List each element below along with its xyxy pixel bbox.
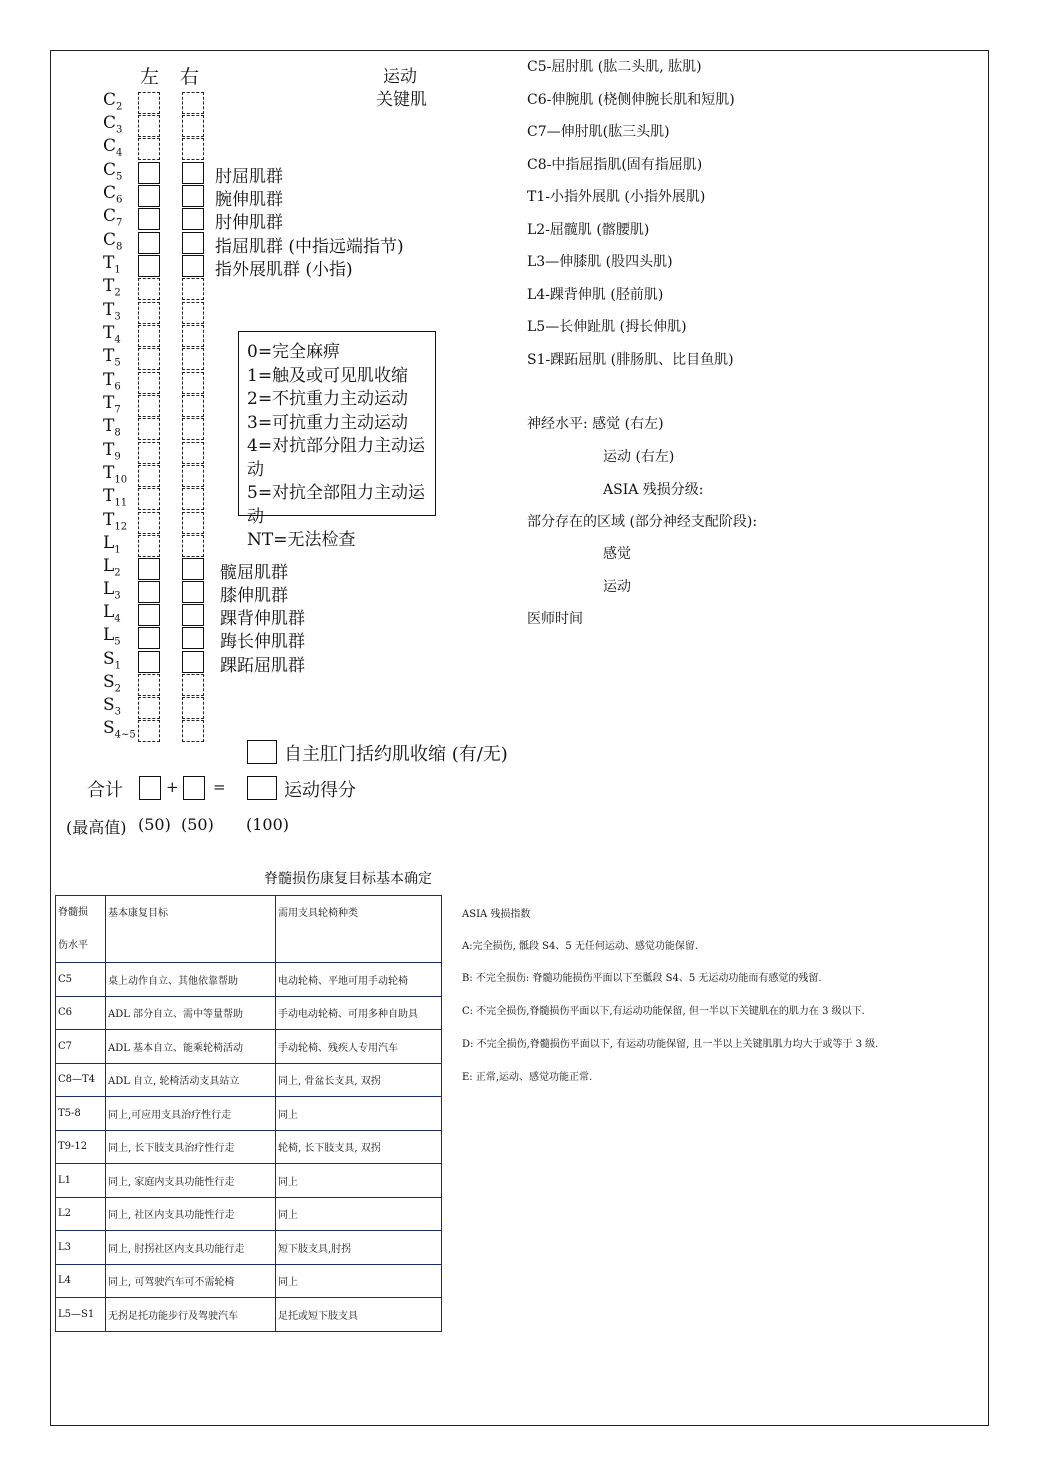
level-label: $T_5$	[103, 346, 121, 369]
left-score-box[interactable]	[138, 115, 160, 137]
partial-zone-label: 部分存在的区域 (部分神经支配阶段):	[527, 514, 758, 530]
row-equipment: 足托或短下肢支具	[276, 1298, 442, 1332]
right-score-box[interactable]	[182, 418, 204, 440]
left-score-box[interactable]	[138, 325, 160, 347]
right-column-header: 右	[180, 66, 200, 88]
header-equipment: 需用支具轮椅种类	[276, 896, 442, 963]
right-score-box[interactable]	[182, 465, 204, 487]
asia-grade-label: ASIA 残损分级:	[603, 482, 704, 498]
left-score-box[interactable]	[138, 465, 160, 487]
key-muscle-item: L5—长伸趾肌 (拇长伸肌)	[527, 319, 687, 335]
left-score-box[interactable]	[138, 674, 160, 696]
right-score-box[interactable]	[182, 185, 204, 207]
row-equipment: 短下肢支具,肘拐	[276, 1231, 442, 1265]
right-score-box[interactable]	[182, 442, 204, 464]
anal-contraction-label: 自主肛门括约肌收缩 (有/无)	[284, 744, 508, 765]
muscle-group-label: 肘屈肌群	[215, 167, 283, 187]
row-level: L3	[56, 1231, 106, 1265]
right-score-box[interactable]	[182, 278, 204, 300]
left-score-box[interactable]	[138, 697, 160, 719]
left-total-box[interactable]	[139, 776, 161, 800]
level-label: $S_1$	[103, 649, 122, 672]
right-score-box[interactable]	[182, 604, 204, 626]
key-muscle-item: L3—伸膝肌 (股四头肌)	[527, 254, 673, 270]
muscle-group-label: 踝背伸肌群	[220, 609, 305, 629]
right-score-box[interactable]	[182, 720, 204, 742]
doctor-time-label: 医师时间	[527, 611, 583, 627]
motor-score-label: 运动得分	[284, 780, 356, 801]
right-score-box[interactable]	[182, 372, 204, 394]
table-header-row	[56, 896, 442, 963]
row-equipment: 同上	[276, 1164, 442, 1198]
left-score-box[interactable]	[138, 651, 160, 673]
muscle-group-label: 髋屈肌群	[220, 563, 288, 583]
row-goal: 同上, 长下肢支具治疗性行走	[106, 1130, 276, 1164]
table-row	[56, 1164, 442, 1198]
right-score-box[interactable]	[182, 651, 204, 673]
table-row	[56, 1298, 442, 1332]
asia-item: D: 不完全损伤,脊髓损伤平面以下, 有运动功能保留, 且一半以上关键肌肌力均大于或等于 3 级.	[462, 1039, 879, 1050]
level-label: $T_1$	[103, 253, 121, 276]
right-score-box[interactable]	[182, 162, 204, 184]
left-column-header: 左	[140, 66, 160, 88]
partial-sensory: 感觉	[603, 546, 631, 562]
level-label: $L_1$	[103, 533, 121, 556]
row-equipment: 轮椅, 长下肢支具, 双拐	[276, 1130, 442, 1164]
right-score-box[interactable]	[182, 558, 204, 580]
legend-item: 4=对抗部分阻力主动运动	[247, 436, 426, 480]
legend-item: 2=不抗重力主动运动	[247, 389, 409, 409]
left-score-box[interactable]	[138, 232, 160, 254]
key-muscle-item: C7—伸肘肌(肱三头肌)	[527, 124, 670, 140]
row-level: C6	[56, 996, 106, 1030]
legend-item: 1=触及或可见肌收缩	[247, 365, 409, 386]
row-goal: 同上, 家庭内支具功能性行走	[106, 1164, 276, 1198]
header-goal: 基本康复目标	[106, 896, 276, 963]
left-score-box[interactable]	[138, 720, 160, 742]
key-muscle-item: S1-踝跖屈肌 (腓肠肌、比目鱼肌)	[527, 351, 734, 368]
key-muscle-item: C5-屈肘肌 (肱二头肌, 肱肌)	[527, 59, 702, 75]
left-score-box[interactable]	[138, 208, 160, 230]
muscle-group-label: 踝跖屈肌群	[220, 656, 305, 676]
muscle-group-label: 指屈肌群 (中指远端指节)	[215, 237, 404, 257]
left-score-box[interactable]	[138, 395, 160, 417]
row-level: L2	[56, 1197, 106, 1231]
max-left: (50)	[138, 815, 171, 834]
level-label: $C_6$	[103, 183, 123, 206]
level-label: $T_{12}$	[103, 510, 128, 533]
left-score-box[interactable]	[138, 185, 160, 207]
key-muscle-item: T1-小指外展肌 (小指外展肌)	[527, 189, 706, 205]
right-score-box[interactable]	[182, 208, 204, 230]
row-equipment: 手动电动轮椅、可用多种自助具	[276, 996, 442, 1030]
level-label: $C_2$	[103, 90, 123, 113]
key-muscle-item: L4-踝背伸肌 (胫前肌)	[527, 286, 664, 303]
right-score-box[interactable]	[182, 395, 204, 417]
row-equipment: 电动轮椅、平地可用手动轮椅	[276, 963, 442, 997]
max-label: (最高值)	[66, 818, 127, 837]
row-goal: 无拐足托功能步行及驾驶汽车	[106, 1298, 276, 1332]
left-score-box[interactable]	[138, 302, 160, 324]
row-goal: 桌上动作自立、其他依靠帮助	[106, 963, 276, 997]
right-score-box[interactable]	[182, 115, 204, 137]
asia-item: B: 不完全损伤: 脊髓功能损伤平面以下至骶段 S4、5 无运动功能而有感觉的残留.	[462, 973, 822, 984]
neuro-motor: 运动 (右左)	[603, 449, 675, 465]
left-score-box[interactable]	[138, 418, 160, 440]
plus-sign: +	[166, 778, 179, 796]
right-score-box[interactable]	[182, 138, 204, 160]
row-goal: ADL 基本自立、能乘轮椅活动	[106, 1030, 276, 1064]
legend-item: 3=可抗重力主动运动	[247, 412, 409, 433]
row-equipment: 手动轮椅、残疾人专用汽车	[276, 1030, 442, 1064]
row-level: L1	[56, 1164, 106, 1198]
row-level: T9-12	[56, 1130, 106, 1164]
level-label: $T_{11}$	[103, 486, 128, 509]
equals-sign: =	[213, 778, 226, 796]
left-score-box[interactable]	[138, 627, 160, 649]
level-label: $C_7$	[103, 206, 123, 229]
right-score-box[interactable]	[182, 535, 204, 557]
left-score-box[interactable]	[138, 535, 160, 557]
left-score-box[interactable]	[138, 558, 160, 580]
level-label: $L_4$	[103, 602, 121, 625]
muscle-group-label: 肘伸肌群	[215, 213, 283, 233]
row-equipment: 同上	[276, 1097, 442, 1131]
right-score-box[interactable]	[182, 302, 204, 324]
asia-item: C: 不完全损伤,脊髓损伤平面以下,有运动功能保留, 但一半以下关键肌在的肌力在 3 级以下.	[462, 1006, 865, 1017]
level-label: $L_2$	[103, 556, 121, 579]
table-row	[56, 1097, 442, 1131]
row-level: C5	[56, 963, 106, 997]
neuro-level-label: 神经水平: 感觉 (右左)	[527, 416, 664, 432]
level-label: $S_{4\sim 5}$	[103, 718, 136, 741]
right-score-box[interactable]	[182, 255, 204, 277]
legend-item: 0=完全麻痹	[247, 342, 341, 362]
level-label: $C_4$	[103, 136, 123, 159]
left-score-box[interactable]	[138, 162, 160, 184]
left-score-box[interactable]	[138, 372, 160, 394]
key-muscle-item: L2-屈髋肌 (髂腰肌)	[527, 221, 650, 238]
level-label: $C_3$	[103, 113, 123, 136]
right-score-box[interactable]	[182, 325, 204, 347]
muscle-group-label: 腕伸肌群	[215, 190, 283, 210]
row-level: T5-8	[56, 1097, 106, 1131]
right-score-box[interactable]	[182, 232, 204, 254]
table-row	[56, 996, 442, 1030]
level-label: $T_{10}$	[103, 463, 128, 486]
left-score-box[interactable]	[138, 488, 160, 510]
level-label: $C_8$	[103, 230, 123, 253]
left-score-box[interactable]	[138, 581, 160, 603]
anal-contraction-box[interactable]	[247, 740, 277, 764]
right-score-box[interactable]	[182, 697, 204, 719]
motor-header: 运动	[383, 67, 417, 87]
right-score-box[interactable]	[182, 627, 204, 649]
row-goal: ADL 部分自立、需中等量帮助	[106, 996, 276, 1030]
row-goal: 同上, 社区内支具功能性行走	[106, 1197, 276, 1231]
right-score-box[interactable]	[182, 92, 204, 114]
left-score-box[interactable]	[138, 512, 160, 534]
row-level: L4	[56, 1264, 106, 1298]
level-label: $L_5$	[103, 625, 121, 648]
table-row	[56, 963, 442, 997]
row-goal: 同上,可应用支具治疗性行走	[106, 1097, 276, 1131]
muscle-group-label: 指外展肌群 (小指)	[215, 260, 353, 280]
header-level: 脊髓损 伤水平	[56, 896, 106, 963]
asia-title: ASIA 残损指数	[462, 909, 531, 920]
row-level: C8—T4	[56, 1063, 106, 1097]
right-score-box[interactable]	[182, 581, 204, 603]
asia-item: E: 正常,运动、感觉功能正常.	[462, 1072, 593, 1083]
right-score-box[interactable]	[182, 488, 204, 510]
key-muscle-item: C6-伸腕肌 (桡侧伸腕长肌和短肌)	[527, 91, 735, 108]
row-equipment: 同上, 骨盆长支具, 双拐	[276, 1063, 442, 1097]
table-row	[56, 1030, 442, 1064]
level-label: $T_4$	[103, 323, 121, 346]
right-total-box[interactable]	[183, 776, 205, 800]
right-score-box[interactable]	[182, 348, 204, 370]
table-row	[56, 1264, 442, 1298]
key-muscle-item: C8-中指屈指肌(固有指屈肌)	[527, 156, 703, 173]
row-goal: 同上, 肘拐社区内支具功能行走	[106, 1231, 276, 1265]
table-row	[56, 1231, 442, 1265]
table-title: 脊髓损伤康复目标基本确定	[264, 871, 432, 887]
left-score-box[interactable]	[138, 348, 160, 370]
table-row	[56, 1197, 442, 1231]
row-level: L5—S1	[56, 1298, 106, 1332]
muscle-group-label: 踇长伸肌群	[220, 632, 305, 652]
level-label: $T_9$	[103, 440, 121, 463]
key-muscle-header: 关键肌	[376, 90, 427, 110]
left-score-box[interactable]	[138, 442, 160, 464]
row-goal: ADL 自立, 轮椅活动支具站立	[106, 1063, 276, 1097]
level-label: $S_2$	[103, 672, 122, 695]
level-label: $T_2$	[103, 276, 121, 299]
right-score-box[interactable]	[182, 512, 204, 534]
level-label: $L_3$	[103, 579, 121, 602]
max-total: (100)	[246, 815, 290, 834]
max-right: (50)	[181, 815, 214, 834]
row-goal: 同上, 可驾驶汽车可不需轮椅	[106, 1264, 276, 1298]
asia-item: A:完全损伤, 骶段 S4、5 无任何运动、感觉功能保留.	[462, 941, 699, 952]
left-score-box[interactable]	[138, 278, 160, 300]
row-equipment: 同上	[276, 1264, 442, 1298]
left-score-box[interactable]	[138, 138, 160, 160]
rehab-goals-table	[55, 895, 442, 1332]
row-equipment: 同上	[276, 1197, 442, 1231]
table-row	[56, 1063, 442, 1097]
partial-motor: 运动	[603, 579, 631, 595]
level-label: $T_3$	[103, 300, 121, 323]
level-label: $T_8$	[103, 416, 121, 439]
motor-score-box[interactable]	[247, 776, 277, 800]
row-level: C7	[56, 1030, 106, 1064]
legend-item: 5=对抗全部阻力主动运动	[247, 483, 426, 527]
left-score-box[interactable]	[138, 92, 160, 114]
muscle-group-label: 膝伸肌群	[220, 586, 288, 606]
right-score-box[interactable]	[182, 674, 204, 696]
level-label: $C_5$	[103, 160, 123, 183]
level-label: $S_3$	[103, 695, 122, 718]
level-label: $T_7$	[103, 393, 121, 416]
left-score-box[interactable]	[138, 255, 160, 277]
legend-item: NT=无法检查	[247, 530, 356, 550]
grading-legend	[238, 331, 436, 550]
total-label: 合计	[87, 780, 123, 801]
left-score-box[interactable]	[138, 604, 160, 626]
table-row	[56, 1130, 442, 1164]
level-label: $T_6$	[103, 370, 121, 393]
